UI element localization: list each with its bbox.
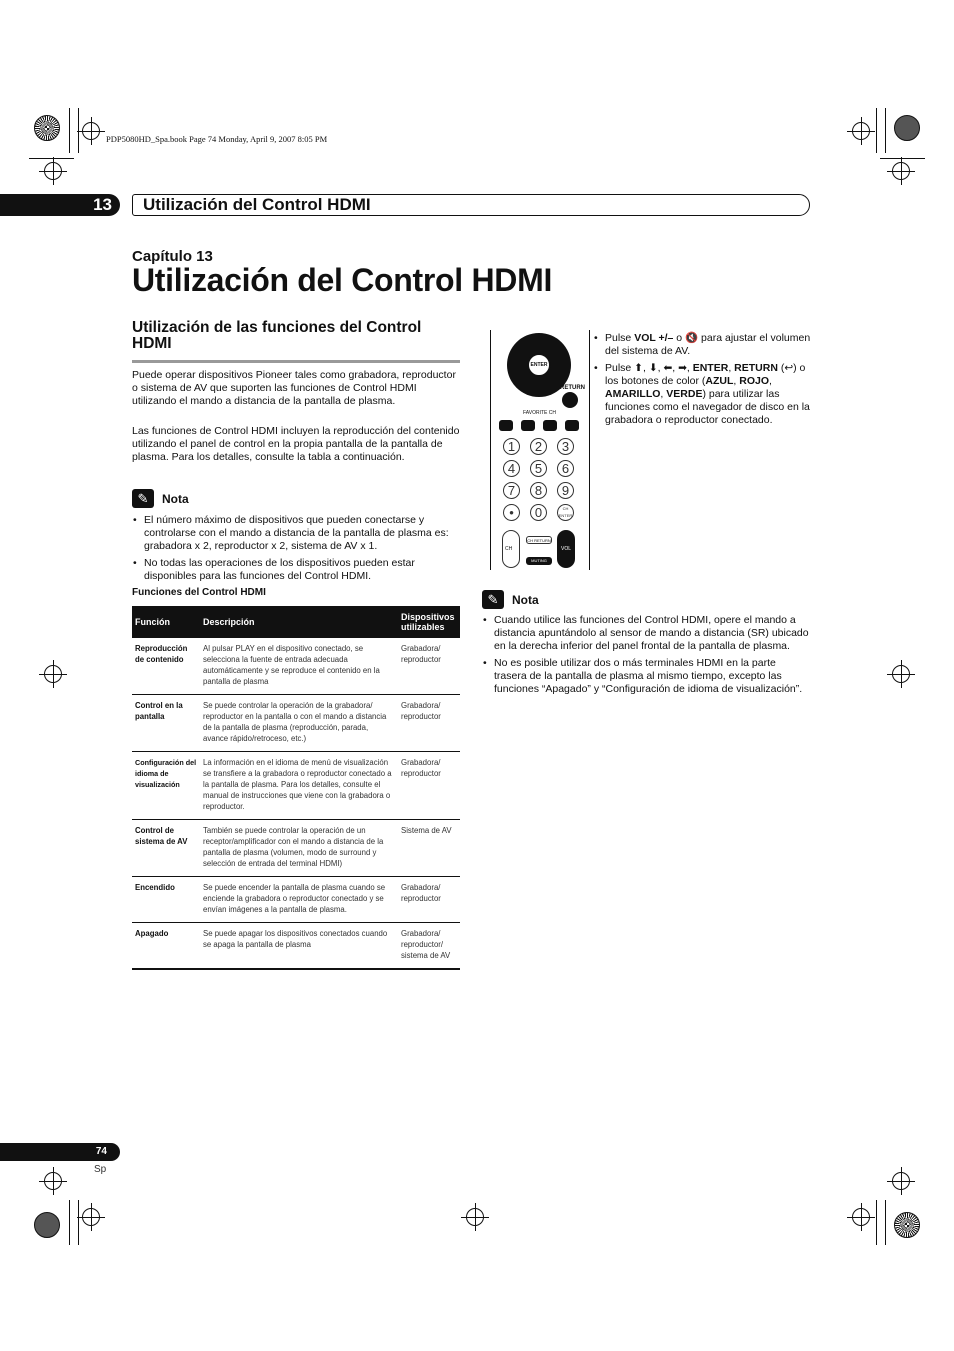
azul-label: AZUL — [705, 375, 734, 387]
crop-mark — [876, 1200, 877, 1245]
list-item: • El número máximo de dispositivos que pueden conectarse y controlarse con el mando a distancia de la pantalla de plasma es: grabadora x 2, reproductor x 2, sistema de AV x 1. — [132, 514, 460, 553]
registration-mark-icon — [44, 1172, 62, 1190]
intro-paragraph: Puede operar dispositivos Pioneer tales como grabadora, reproductor o sistema de AV que suporten las funciones de Control HDMI utilizando el mando a distancia de la pantalla de plasma. — [132, 369, 456, 407]
registration-mark-icon — [852, 122, 870, 140]
number-key: 6 — [557, 460, 574, 477]
chapter-number-tab: 13 — [0, 194, 120, 216]
registration-mark-icon — [892, 665, 910, 683]
number-key: 3 — [557, 438, 574, 455]
list-item: • No todas las operaciones de los dispositivos pueden estar disponibles para las funciones del Control HDMI. — [132, 557, 460, 583]
section-title: Utilización de las funciones del Control HDMI — [132, 319, 422, 352]
number-key: 0 — [530, 504, 547, 521]
instruction-list — [593, 332, 811, 431]
registration-mark-icon — [82, 122, 100, 140]
ch-return-button: CH RETURN — [527, 538, 551, 543]
cell-function: Reproducción de contenido — [132, 638, 200, 695]
page-title: Utilización del Control HDMI — [132, 262, 553, 298]
return-label: RETURN — [734, 362, 778, 374]
registration-star-icon — [894, 115, 920, 141]
number-key: 4 — [503, 460, 520, 477]
text: , — [660, 388, 667, 400]
book-info-line: PDP5080HD_Spa.book Page 74 Monday, April 9, 2007 8:05 PM — [106, 134, 328, 144]
intro-paragraph: Las funciones de Control HDMI incluyen la reproducción del contenido utilizando el panel de control en la propia pantalla de la pantalla de plasma. Para los detalles, consulte la tabla a continuación. — [132, 425, 460, 463]
list-item — [593, 332, 811, 358]
text: Pulse ⬆, ⬇, ⬅, ➡, — [605, 362, 693, 374]
crop-mark — [885, 108, 886, 153]
registration-mark-icon — [466, 1208, 484, 1226]
cell-description: La información en el idioma de menú de visualización se transfiere a la grabadora o reproductor conectado a la pantalla de plasma. Para los detalles, consulte el manual de instrucciones que viene con la grabadora o reproductor. — [200, 752, 398, 820]
table-row — [132, 877, 460, 923]
favorite-label: FAVORITE CH — [523, 410, 556, 416]
column-header: Descripción — [200, 606, 398, 638]
muting-button: MUTING — [526, 557, 552, 565]
table-title: Funciones del Control HDMI — [132, 587, 266, 598]
return-button — [562, 392, 578, 408]
cell-devices: Grabadora/ reproductor — [398, 752, 460, 820]
cell-devices: Grabadora/ reproductor — [398, 695, 460, 752]
note-pencil-icon: ✎ — [482, 590, 504, 609]
crop-mark — [876, 108, 877, 153]
registration-mark-icon — [852, 1208, 870, 1226]
cell-function: Configuración del idioma de visualización — [132, 752, 200, 820]
text: ) para utilizar las funciones como el navegador de disco en la grabadora o reproductor conectado. — [605, 388, 810, 426]
registration-mark-icon — [44, 665, 62, 683]
cell-devices: Sistema de AV — [398, 820, 460, 877]
text: Pulse — [605, 332, 635, 344]
note-pencil-icon: ✎ — [132, 489, 154, 508]
note-title: Nota — [162, 492, 189, 506]
section-rule — [132, 360, 460, 363]
text: , — [728, 362, 735, 374]
registration-mark-icon — [82, 1208, 100, 1226]
number-key: 5 — [530, 460, 547, 477]
crop-mark — [78, 1200, 79, 1245]
color-button — [521, 420, 535, 431]
number-key: 9 — [557, 482, 574, 499]
cell-function: Control en la pantalla — [132, 695, 200, 752]
cell-devices: Grabadora/ reproductor — [398, 638, 460, 695]
cell-description: Se puede controlar la operación de la grabadora/ reproductor en la pantalla o con el mando a distancia de la pantalla de plasma (reproducción, parada, avance rápido/retroceso, etc.) — [200, 695, 398, 752]
page-language: Sp — [94, 1164, 107, 1175]
registration-mark-icon — [44, 162, 62, 180]
table-header-row — [132, 606, 460, 638]
note-title: Nota — [512, 593, 539, 607]
header-title: Utilización del Control HDMI — [143, 195, 371, 214]
rojo-label: ROJO — [739, 375, 770, 387]
table-row — [132, 638, 460, 695]
vol-rocker: VOL — [557, 530, 575, 568]
text: o 🔇 para ajustar el volumen del sistema de AV. — [605, 332, 811, 357]
hdmi-functions-table — [132, 606, 460, 970]
text: (↩) o los botones de color ( — [605, 362, 806, 387]
crop-mark — [69, 1200, 70, 1245]
registration-star-icon — [894, 1212, 920, 1238]
note-list — [482, 614, 810, 700]
registration-mark-icon — [892, 1172, 910, 1190]
number-key: 8 — [530, 482, 547, 499]
column-header: Función — [132, 606, 200, 638]
enter-label: ENTER — [692, 362, 729, 374]
table-row — [132, 752, 460, 820]
number-key: 7 — [503, 482, 520, 499]
table-row — [132, 820, 460, 877]
color-button — [565, 420, 579, 431]
remote-control-illustration — [490, 330, 590, 572]
amarillo-label: AMARILLO — [605, 388, 661, 400]
cell-description: Se puede apagar los dispositivos conectados cuando se apaga la pantalla de plasma — [200, 923, 398, 970]
text: , — [733, 375, 740, 387]
cell-description: También se puede controlar la operación de un receptor/amplificador con el mando a distancia de la pantalla de plasma (volumen, modo de surround y selección de entrada del terminal HDMI) — [200, 820, 398, 877]
dot-key: • — [503, 504, 520, 521]
enter-button: ENTER — [527, 353, 551, 377]
cell-description: Se puede encender la pantalla de plasma cuando se enciende la grabadora o reproductor conectado y se envían imágenes a la pantalla de plasma. — [200, 877, 398, 923]
cell-description: Al pulsar PLAY en el dispositivo conectado, se selecciona la fuente de entrada adecuada automáticamente y se reproduce el contenido en la pantalla de plasma — [200, 638, 398, 695]
list-item: • Cuando utilice las funciones del Control HDMI, opere el mando a distancia apuntándolo al sensor de mando a distancia (SR) ubicado en la derecha inferior del panel frontal de la pantalla de plasma. — [482, 614, 810, 653]
note-list — [132, 514, 460, 587]
registration-star-icon — [34, 115, 60, 141]
page-number: 74 — [0, 1143, 120, 1161]
crop-mark — [880, 158, 925, 159]
ch-label: CH — [505, 546, 513, 552]
vol-label: VOL +/– — [634, 332, 674, 344]
color-button — [499, 420, 513, 431]
cell-function: Encendido — [132, 877, 200, 923]
list-item — [593, 362, 811, 427]
table-row — [132, 695, 460, 752]
cell-function: Control de sistema de AV — [132, 820, 200, 877]
table-row — [132, 923, 460, 970]
number-key: 2 — [530, 438, 547, 455]
registration-mark-icon — [892, 162, 910, 180]
cell-function: Apagado — [132, 923, 200, 970]
crop-mark — [885, 1200, 886, 1245]
chapter-label: Capítulo 13 — [132, 248, 213, 265]
crop-mark — [69, 108, 70, 153]
cell-devices: Grabadora/ reproductor/ sistema de AV — [398, 923, 460, 970]
return-label: RETURN — [560, 385, 585, 391]
registration-star-icon — [34, 1212, 60, 1238]
verde-label: VERDE — [666, 388, 703, 400]
number-key: 1 — [503, 438, 520, 455]
ch-enter-key: CH ENTER — [557, 504, 574, 521]
cell-devices: Grabadora/ reproductor — [398, 877, 460, 923]
column-header: Dispositivos utilizables — [398, 606, 460, 638]
list-item: • No es posible utilizar dos o más terminales HDMI en la parte trasera de la pantalla de plasma al mismo tiempo, excepto las funciones “Apagado” y “Configuración de idioma de visualización”. — [482, 657, 810, 696]
text: , — [769, 375, 772, 387]
crop-mark — [29, 158, 74, 159]
color-button — [543, 420, 557, 431]
